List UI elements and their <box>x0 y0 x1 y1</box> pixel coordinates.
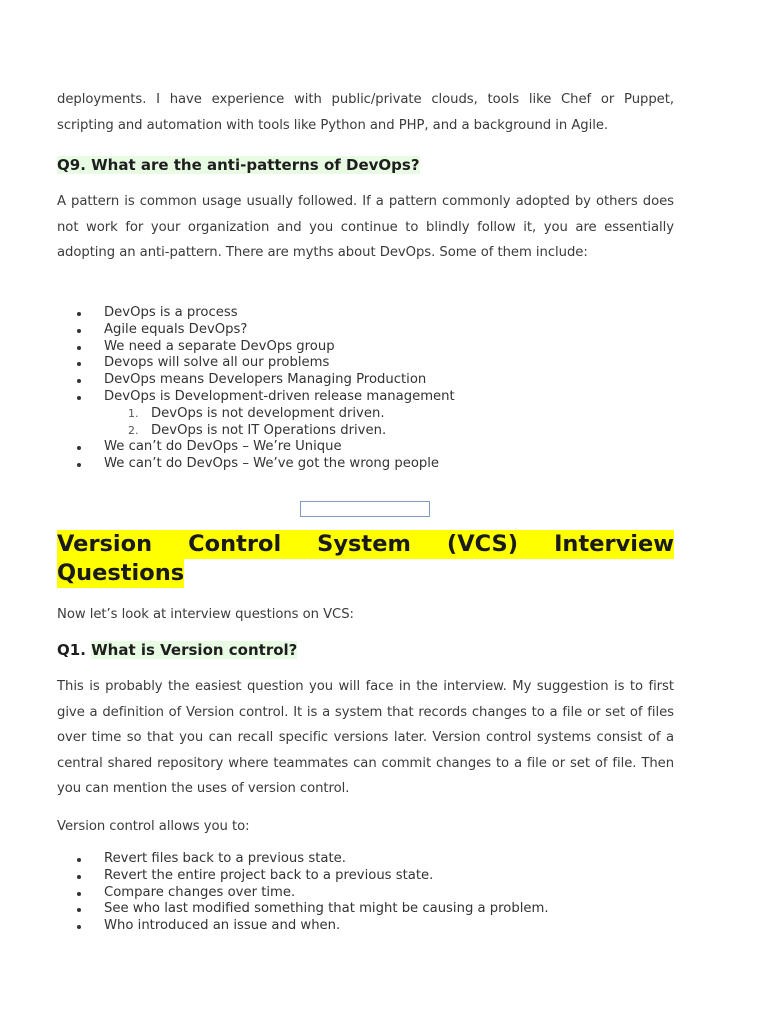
vcs-title-line-1: Version Control System (VCS) Interview <box>57 531 674 557</box>
sub-list-item: 2. DevOps is not IT Operations driven. <box>128 422 387 438</box>
bullet-icon <box>77 908 81 912</box>
q9-myths-list <box>57 305 674 473</box>
list-item: DevOps means Developers Managing Production <box>57 372 674 389</box>
list-item: Agile equals DevOps? <box>57 322 674 339</box>
q9-paragraph: A pattern is common usage usually followed. If a pattern commonly adopted by others does not work for your organization and you continue to blindly follow it, you are essentially adopting an anti-pattern. There are myths about DevOps. Some of them include: <box>57 194 674 260</box>
q1-paragraph-wrap <box>57 674 674 802</box>
bullet-icon <box>77 925 81 929</box>
list-item: Revert the entire project back to a previous state. <box>57 868 674 885</box>
bullet-icon <box>77 346 81 350</box>
allows-intro: Version control allows you to: <box>57 819 250 834</box>
vcs-intro-wrap <box>57 602 674 628</box>
bullet-icon <box>77 858 81 862</box>
list-item: See who last modified something that might be causing a problem. <box>57 901 674 918</box>
q1-paragraph: This is probably the easiest question you will face in the interview. My suggestion is to first give a definition of Version control. It is a system that records changes to a file or set of files over time so that you can recall specific versions later. Version control systems consist of a central shared repository where teammates can commit changes to a file or set of file. Then you can mention the uses of version control. <box>57 679 674 796</box>
q9-paragraph-wrap <box>57 189 674 266</box>
intro-line-2: scripting and automation with tools like Python and PHP, and a background in Agile. <box>57 117 609 133</box>
bullet-icon <box>77 875 81 879</box>
bullet-icon <box>77 396 81 400</box>
sub-list-item: 1. DevOps is not development driven. <box>128 405 385 421</box>
list-item: We can’t do DevOps – We’re Unique <box>57 439 674 456</box>
bullet-icon <box>77 379 81 383</box>
intro-line-1: deployments. I have experience with public/private clouds, tools like Chef or Puppet, <box>57 92 674 107</box>
bullet-icon <box>77 362 81 366</box>
q1-heading-wrap <box>57 640 297 660</box>
bullet-icon <box>77 463 81 467</box>
list-item: Devops will solve all our problems <box>57 355 674 372</box>
list-item: DevOps is Development-driven release management 1. DevOps is not development driven. 2. DevOps is not IT Operations driven. <box>57 389 674 439</box>
bullet-icon <box>77 446 81 450</box>
bullet-icon <box>77 892 81 896</box>
empty-text-field[interactable] <box>300 501 430 517</box>
vcs-intro: Now let’s look at interview questions on VCS: <box>57 607 354 622</box>
allows-intro-wrap <box>57 814 674 840</box>
list-item: We can’t do DevOps – We’ve got the wrong people <box>57 456 674 473</box>
list-item: We need a separate DevOps group <box>57 339 674 356</box>
bullet-icon <box>77 329 81 333</box>
q1-heading: Q1. What is Version control? <box>57 641 298 659</box>
q9-heading: Q9. What are the anti-patterns of DevOps? <box>57 156 420 174</box>
vcs-uses-list <box>57 851 674 935</box>
vcs-title-line-2: Questions <box>57 560 185 586</box>
bullet-icon <box>77 312 81 316</box>
sub-list <box>104 406 674 440</box>
list-item: Revert files back to a previous state. <box>57 851 674 868</box>
vcs-section-title <box>57 530 674 588</box>
list-item: DevOps is a process <box>57 305 674 322</box>
intro-paragraph <box>57 87 674 138</box>
list-item: Compare changes over time. <box>57 885 674 902</box>
q9-heading-wrap <box>57 155 420 175</box>
list-item: Who introduced an issue and when. <box>57 918 674 935</box>
